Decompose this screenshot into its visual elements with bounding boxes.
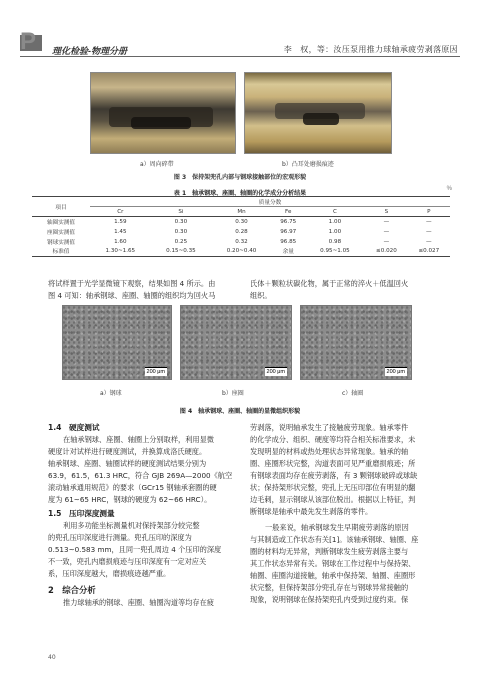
text-line: 组织。 bbox=[250, 291, 272, 300]
text-line: 有钢球表面均存在疲劳剥落，有 3 颗钢球破碎或球缺 bbox=[250, 471, 418, 480]
cell: — bbox=[426, 228, 432, 235]
figure3b-caption: b）凸耳处磨损痕迹 bbox=[282, 161, 334, 168]
cell: 0.30 bbox=[174, 228, 188, 235]
text-line: 的化学成分、组织、硬度等均符合相关标准要求，未 bbox=[250, 435, 416, 444]
cell: 0.25 bbox=[174, 238, 188, 245]
scale-bar: 200 μm bbox=[146, 369, 165, 375]
section-heading-2: 2 综合分析 bbox=[48, 585, 96, 595]
table-row bbox=[32, 217, 450, 227]
table1-group-header: 质量分数 bbox=[90, 197, 450, 207]
section-heading-1-4: 1.4 硬度测试 bbox=[48, 423, 100, 432]
journal-name: 理化检验-物理分册 bbox=[52, 46, 127, 56]
scale-bar: 200 μm bbox=[386, 369, 405, 375]
figure3a-caption: a）周向碎带 bbox=[140, 161, 174, 168]
text-line: 利用多功能坐标测量机对保持架部分较完整 bbox=[63, 521, 200, 530]
text-line: 圈、座圈形状完整，沟道表面可见严重磨损痕迹；所 bbox=[250, 459, 416, 468]
table1-col-header: C bbox=[305, 207, 366, 217]
text-line: 0.513~0.583 mm，且同一兜孔周边 4 个压印的深度 bbox=[48, 545, 222, 554]
text-line: 其工作状态异常有关。钢球在工作过程中与保持架、 bbox=[250, 559, 416, 568]
cell: 1.45 bbox=[114, 228, 127, 235]
section-1-5-text bbox=[48, 520, 238, 580]
text-line: 63.9，61.5，61.3 HRC，符合 GJB 269A—2000《航空 bbox=[48, 471, 233, 480]
header-rule bbox=[20, 56, 460, 57]
text-line: 状；保持架形状完整，兜孔上无压印部位有明显的翻 bbox=[250, 483, 416, 492]
cell: — bbox=[426, 238, 432, 245]
figure4b-caption: b）座圈 bbox=[222, 390, 244, 397]
table1-col-header: P bbox=[408, 207, 450, 217]
figure4a-caption: a）钢球 bbox=[100, 390, 122, 397]
body-paragraph bbox=[250, 278, 440, 302]
body-paragraph bbox=[48, 278, 238, 302]
page-number: 40 bbox=[48, 654, 56, 661]
text-line: 度为 61~65 HRC，钢球的硬度为 62~66 HRC）。 bbox=[48, 495, 212, 504]
figure4-title: 图 4 轴承钢球、座圈、轴圈的显微组织形貌 bbox=[179, 408, 301, 415]
cell: 1.00 bbox=[328, 218, 342, 225]
text-line: 系，压印深度越大，磨损痕迹越严重。 bbox=[48, 569, 171, 578]
cell: ≤0.027 bbox=[408, 247, 450, 257]
cell: 0.30 bbox=[174, 218, 188, 225]
cell: 0.98 bbox=[328, 238, 342, 245]
cell: 0.32 bbox=[235, 238, 248, 245]
table1-col-header: Mn bbox=[211, 207, 272, 217]
text-line: 圈的材料均无异常，判断钢球发生疲劳剥落主要与 bbox=[250, 547, 409, 556]
table1-col-header: Cr bbox=[90, 207, 151, 217]
text-line: 状完整，但保持架部分兜孔存在与钢球异常接触的 bbox=[250, 583, 409, 592]
cell: 1.60 bbox=[114, 238, 127, 245]
table-row bbox=[32, 227, 450, 237]
section-1-4-text bbox=[48, 434, 238, 506]
text-line: 的兜孔压印深度进行测量。兜孔压印的深度为 bbox=[48, 533, 192, 542]
text-line: 在轴承钢球、座圈、轴圈上分别取样，利用显微 bbox=[63, 435, 214, 444]
cell: 0.15~0.35 bbox=[151, 247, 212, 257]
table1 bbox=[32, 196, 450, 257]
running-title: 李 权，等：汝压泵用推力球轴承疲劳剥落原因 bbox=[283, 45, 458, 54]
text-line: 现象，说明钢球在保持架兜孔内受到过度约束。保 bbox=[250, 595, 409, 604]
figure4c-caption: c）轴圈 bbox=[342, 390, 364, 397]
cell: 96.85 bbox=[280, 238, 297, 245]
text-line: 断钢球是轴承中最先发生剥落的零件。 bbox=[250, 507, 373, 516]
text-line: 轴圈、座圈沟道接触，轴承中保持架、轴圈、座圈形 bbox=[250, 571, 416, 580]
section-2-text bbox=[48, 597, 238, 609]
text-line: 滚动轴承通用规范》的要求（GCr15 钢轴承套圈的硬 bbox=[48, 483, 217, 492]
figure3-title: 图 3 保持架兜孔内部与钢球接触部位的宏观形貌 bbox=[173, 174, 307, 181]
table1-col-header: S bbox=[365, 207, 407, 217]
cell: ≤0.020 bbox=[365, 247, 407, 257]
cell: 余量 bbox=[272, 247, 305, 257]
cell: — bbox=[383, 238, 390, 245]
figure3b-photo bbox=[244, 72, 392, 154]
table1-col-header: Si bbox=[151, 207, 212, 217]
row-name: 标准值 bbox=[32, 247, 90, 257]
logo-letter: P bbox=[20, 28, 37, 55]
table1-item-header: 项目 bbox=[32, 197, 90, 217]
cell: — bbox=[426, 218, 432, 225]
figure3a-photo bbox=[90, 72, 236, 154]
text-line: 发现明显的材料或热处理状态异常现象。轴承的轴 bbox=[250, 447, 409, 456]
text-line: 边毛刺，显示钢球从该部位脱出。根据以上特征，判 bbox=[250, 495, 416, 504]
text-line: 劳剥落，说明轴承发生了接触疲劳现象。轴承零件 bbox=[250, 423, 409, 432]
table1-col-header: Fe bbox=[272, 207, 305, 217]
cell: 1.59 bbox=[114, 218, 127, 225]
table-row bbox=[32, 237, 450, 247]
text-line: 与其制造或工作状态有关[1]。该轴承钢球、轴圈、座 bbox=[250, 535, 419, 544]
row-name: 钢球实测值 bbox=[47, 239, 75, 246]
cell: — bbox=[383, 228, 390, 235]
cell: 0.28 bbox=[235, 228, 248, 235]
table1-unit: % bbox=[446, 186, 452, 192]
table-row bbox=[32, 247, 450, 257]
cell: 0.20~0.40 bbox=[211, 247, 272, 257]
text-line: 图 4 可知：轴承钢球、座圈、轴圈的组织均为回火马 bbox=[48, 291, 216, 300]
cell: 96.97 bbox=[280, 228, 297, 235]
text-line: 氏体＋颗粒状碳化物，属于正常的淬火＋低温回火 bbox=[250, 279, 409, 288]
right-column-text bbox=[250, 422, 440, 606]
cell: — bbox=[383, 218, 390, 225]
figure4a-micrograph bbox=[62, 305, 172, 380]
text-line: 轴承钢球、座圈、轴圈试样的硬度测试结果分别为 bbox=[48, 459, 207, 468]
text-line: 将试样置于光学显微镜下观察，结果如图 4 所示。由 bbox=[48, 279, 216, 288]
scale-bar: 200 μm bbox=[266, 369, 285, 375]
text-line: 不一致，兜孔内磨损痕迹与压印深度有一定对应关 bbox=[48, 557, 207, 566]
cell: 0.30 bbox=[235, 218, 248, 225]
cell: 1.30~1.65 bbox=[90, 247, 151, 257]
figure4b-micrograph bbox=[180, 305, 292, 380]
text-line: 推力球轴承的钢球、座圈、轴圈沟道等均存在疲 bbox=[63, 598, 214, 607]
figure4c-micrograph bbox=[300, 305, 412, 380]
row-name: 座圈实测值 bbox=[47, 229, 75, 236]
cell: 96.75 bbox=[280, 218, 297, 225]
text-line: 硬度计对试样进行硬度测试，并换算成洛氏硬度。 bbox=[48, 447, 207, 456]
row-name: 轴圈实测值 bbox=[47, 219, 75, 226]
cell: 1.00 bbox=[328, 228, 342, 235]
text-line: 一般来说，轴承钢球发生早期疲劳剥落的原因 bbox=[265, 523, 409, 532]
table1-title: 表 1 轴承钢球、座圈、轴圈的化学成分分析结果 bbox=[173, 190, 307, 197]
cell: 0.95~1.05 bbox=[305, 247, 366, 257]
section-heading-1-5: 1.5 压印深度测量 bbox=[48, 509, 115, 518]
